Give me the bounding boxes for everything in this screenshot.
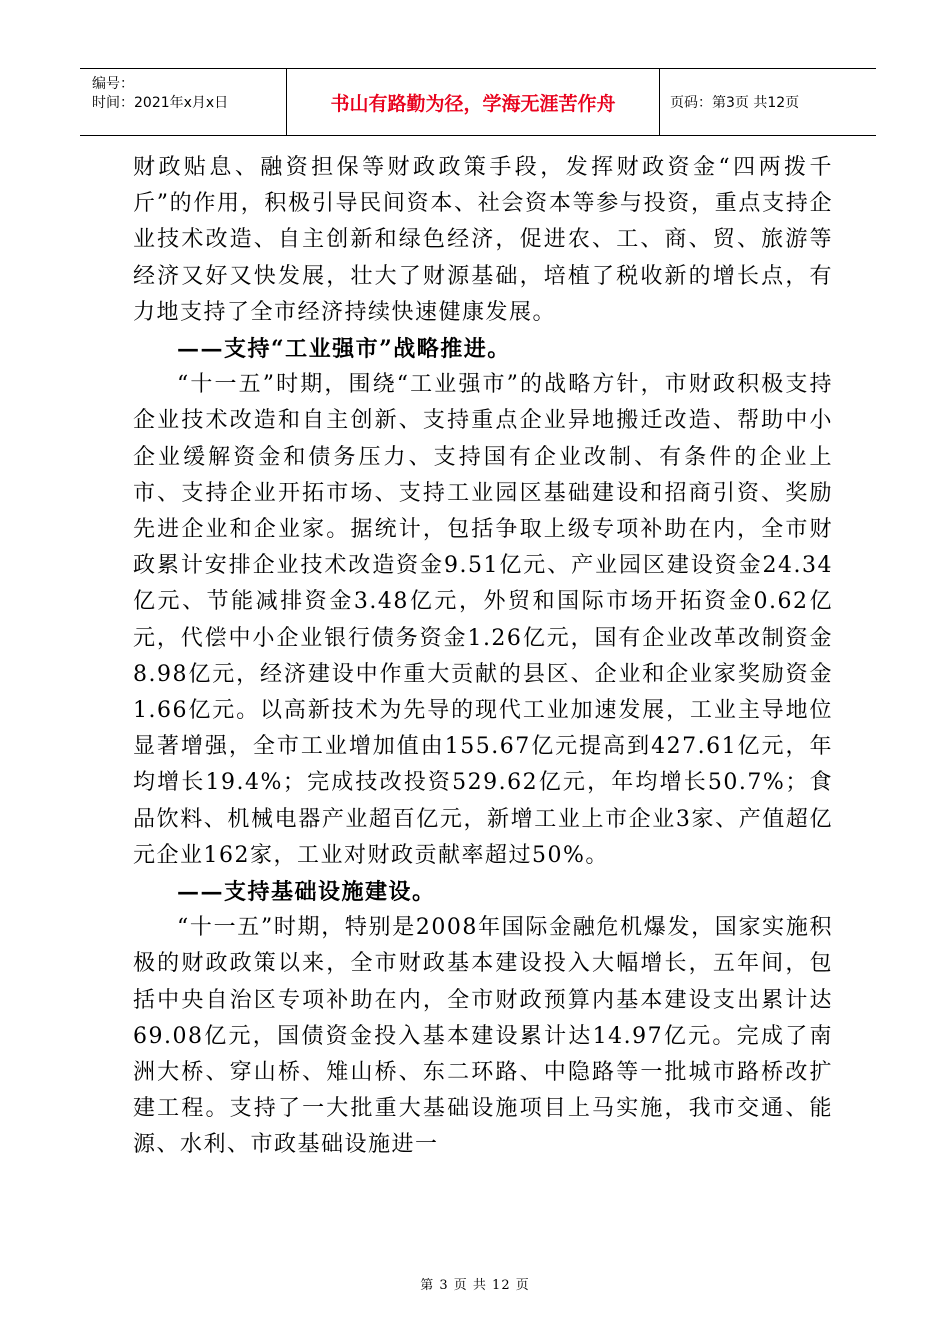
- document-number-label: 编号：: [92, 76, 134, 92]
- header-motto: 书山有路勤为径，学海无涯苦作舟: [286, 69, 660, 135]
- body-paragraph: “十一五”时期，特别是2008年国际金融危机爆发，国家实施积极的财政政策以来，全市财政基本建设投入大幅增长，五年间，包括中央自治区专项补助在内，全市财政预算内基本建设支出累计达69.08亿元，国债资金投入基本建设累计达14.97亿元。完成了南洲大桥、穿山桥、雉山桥、东二环路、中隐路等一批城市路桥改扩建工程。支持了一大批重大基础设施项目上马实施，我市交通、能源、水利、市政基础设施进一: [133, 915, 833, 1158]
- document-time-label: 时间：2021年x月x日: [92, 95, 229, 111]
- page-header: [80, 68, 876, 136]
- page-footer: 第 3 页 共 12 页: [420, 1278, 530, 1293]
- section-heading: ——支持“工业强市”战略推进。: [177, 336, 511, 363]
- document-body: [133, 150, 833, 1164]
- body-paragraph: “十一五”时期，围绕“工业强市”的战略方针，市财政积极支持企业技术改造和自主创新、支持重点企业异地搬迁改造、帮助中小企业缓解资金和债务压力、支持国有企业改制、有条件的企业上市、支持企业开拓市场、支持工业园区基础建设和招商引资、奖励先进企业和企业家。据统计，包括争取上级专项补助在内，全市财政累计安排企业技术改造资金9.51亿元、产业园区建设资金24.34亿元、节能减排资金3.48亿元，外贸和国际市场开拓资金0.62亿元，代偿中小企业银行债务资金1.26亿元，国有企业改革改制资金8.98亿元，经济建设中作重大贡献的县区、企业和企业家奖励资金1.66亿元。以高新技术为先导的现代工业加速发展，工业主导地位显著增强，全市工业增加值由155.67亿元提高到427.61亿元，年均增长19.4%；完成技改投资529.62亿元，年均增长50.7%；食品饮料、机械电器产业超百亿元，新增工业上市企业3家、产值超亿元企业162家，工业对财政贡献率超过50%。: [133, 372, 833, 868]
- header-page-info: 页码：第3页 共12页: [670, 95, 800, 111]
- section-heading: ——支持基础设施建设。: [177, 879, 436, 906]
- body-paragraph: 财政贴息、融资担保等财政政策手段，发挥财政资金“四两拨千斤”的作用，积极引导民间资本、社会资本等参与投资，重点支持企业技术改造、自主创新和绿色经济，促进农、工、商、贸、旅游等经济又好又快发展，壮大了财源基础，培植了税收新的增长点，有力地支持了全市经济持续快速健康发展。: [133, 155, 833, 325]
- header-meta: [80, 69, 286, 135]
